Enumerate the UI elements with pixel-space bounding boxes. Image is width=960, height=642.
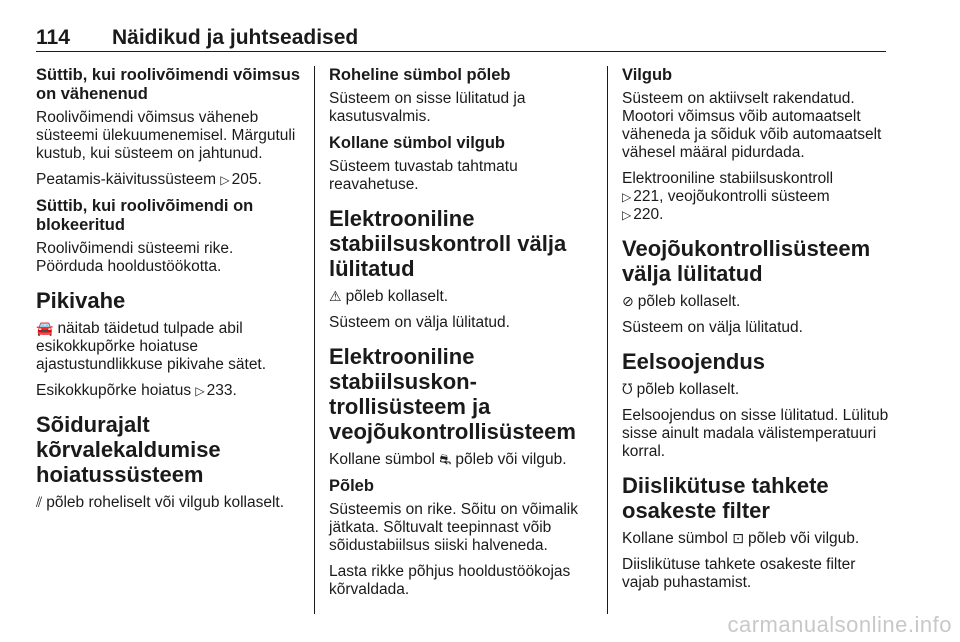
lane-departure-icon: ⫽: [36, 494, 43, 510]
paragraph: Süsteem on välja lülitatud.: [622, 319, 803, 336]
paragraph: Süsteemis on rike. Sõitu on võimalik jätkata. Sõltuvalt teepinnast võib sõidustabiilsus siiski halveneda.: [329, 501, 578, 554]
paragraph: Roolivõimendi võimsus väheneb süsteemi ülekuumenemisel. Märgutuli kustub, kui süsteem on jahtunud.: [36, 109, 296, 162]
headway-icon: 🚘: [36, 320, 54, 336]
column-divider: [314, 66, 315, 614]
ref-arrow-icon: ▷: [220, 173, 230, 187]
column-divider: [607, 66, 608, 614]
paragraph: [36, 319, 302, 374]
section-heading: Roheline sümbol põleb: [329, 66, 511, 84]
ref-page[interactable]: 220.: [633, 206, 664, 223]
section-heading: Diislikütuse tahkete osakeste filter: [622, 473, 829, 523]
ref-page[interactable]: 221, veojõukontrolli süsteem: [633, 188, 830, 205]
glow-plug-icon: ᘮ: [622, 381, 633, 397]
ref-arrow-icon: ▷: [622, 208, 632, 222]
section-heading: Põleb: [329, 477, 374, 495]
paragraph: [36, 171, 302, 189]
paragraph: Süsteem tuvastab tahtmatu reavahetuse.: [329, 158, 518, 193]
paragraph: Süsteem on aktiivselt rakendatud. Mootori võimsus võib automaatselt väheneda ja sõiduk võib automaatselt vähesel määral pidurdada.: [622, 90, 882, 161]
paragraph: Roolivõimendi süsteemi rike. Pöörduda hooldustöökotta.: [36, 240, 234, 275]
paragraph: [622, 292, 892, 311]
column-1: [36, 66, 302, 520]
paragraph-text: Kollane sümbol: [329, 451, 435, 468]
paragraph-text: põleb või vilgub.: [455, 451, 567, 468]
ref-page[interactable]: 233.: [206, 382, 237, 399]
page-title: Näidikud ja juhtseadised: [112, 26, 359, 49]
section-heading: Pikivahe: [36, 288, 126, 313]
paragraph: Diislikütuse tahkete osakeste filter vajab puhastamist.: [622, 556, 856, 591]
ref-text: Elektrooniline stabiilsuskontroll: [622, 170, 834, 187]
section-heading: Sõidurajalt kõrvalekaldumise hoiatussüsteem: [36, 412, 221, 487]
section-heading: Elektrooniline stabiilsuskontroll välja lülitatud: [329, 206, 567, 281]
section-heading: Veojõukontrollisüsteem välja lülitatud: [622, 236, 871, 286]
paragraph: Süsteem on välja lülitatud.: [329, 314, 510, 331]
ref-page[interactable]: 205.: [231, 171, 262, 188]
paragraph-text: Kollane sümbol: [622, 530, 728, 547]
page-number: 114: [36, 26, 70, 49]
paragraph-text: põleb või vilgub.: [748, 530, 860, 547]
esc-off-icon: ⚠: [329, 288, 342, 304]
paragraph-text: põleb kollaselt.: [637, 293, 741, 310]
section-heading: Eelsoojendus: [622, 349, 766, 374]
section-heading: Vilgub: [622, 66, 673, 84]
paragraph: Lasta rikke põhjus hooldustöökojas kõrvaldada.: [329, 563, 571, 598]
paragraph-text: põleb kollaselt.: [636, 381, 740, 398]
paragraph: [329, 450, 597, 469]
page-header: [36, 26, 886, 54]
paragraph-text: põleb kollaselt.: [345, 288, 449, 305]
tc-off-icon: ⊘: [622, 293, 634, 309]
paragraph-text: põleb roheliselt või vilgub kollaselt.: [46, 494, 285, 511]
section-heading: Elektrooniline stabiilsuskontrollisüsteem ja veojõukontrollisüsteem: [329, 344, 576, 444]
section-heading: Süttib, kui roolivõimendi on blokeeritud: [36, 197, 254, 234]
section-heading: Kollane sümbol vilgub: [329, 134, 506, 152]
ref-arrow-icon: ▷: [622, 190, 632, 204]
column-2: [329, 66, 597, 607]
ref-text: Peatamis-käivitussüsteem: [36, 171, 217, 188]
section-heading: Süttib, kui roolivõimendi võimsus on vähenenud: [36, 66, 301, 103]
paragraph: [36, 493, 302, 512]
paragraph: [36, 382, 302, 400]
paragraph: Eelsoojendus on sisse lülitatud. Lülitub sisse ainult madala välistemperatuuri korral.: [622, 407, 889, 460]
paragraph: [622, 529, 892, 548]
ref-text: Esikokkupõrke hoiatus: [36, 382, 192, 399]
ref-arrow-icon: ▷: [195, 384, 205, 398]
particulate-filter-icon: ⊡: [732, 530, 745, 546]
header-rule: [36, 51, 886, 52]
paragraph-text: näitab täidetud tulpade abil esikokkupõrke hoiatuse ajastustundlikkuse pikivahe sätet.: [36, 320, 267, 373]
paragraph: [622, 380, 892, 399]
esc-skid-icon: ⛐: [439, 451, 452, 467]
column-3: [622, 66, 892, 600]
paragraph: Süsteem on sisse lülitatud ja kasutusvalmis.: [329, 90, 526, 125]
paragraph: [329, 287, 597, 306]
watermark: carmanualsonline.info: [727, 612, 952, 637]
paragraph: [622, 170, 892, 224]
